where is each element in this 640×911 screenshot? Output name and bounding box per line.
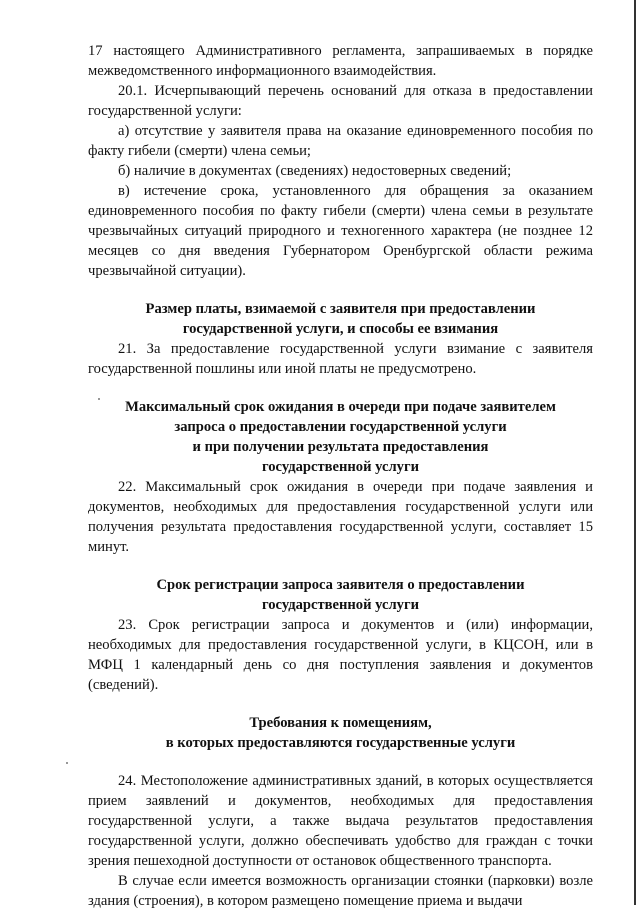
paragraph-24-parking: В случае если имеется возможность организации стоянки (парковки) возле здания (строения), в котором размещено помещение приема и выдачи	[88, 873, 593, 909]
heading-queue-line-4: государственной услуги	[261, 459, 420, 475]
paragraph-item-b: б) наличие в документах (сведениях) недостоверных сведений;	[118, 163, 512, 179]
paragraph-21: 21. За предоставление государственной услуги взимание с заявителя государственной пошлины или иной платы не предусмотрено.	[88, 341, 593, 377]
heading-premises-line-1: Требования к помещениям,	[249, 715, 432, 731]
heading-fee-line-2: государственной услуги, и способы ее взимания	[182, 321, 499, 337]
scan-edge-line	[634, 0, 636, 905]
heading-premises-line-2: в которых предоставляются государственные услуги	[165, 735, 516, 751]
heading-queue-line-1: Максимальный срок ожидания в очереди при подаче заявителем	[125, 399, 556, 415]
paragraph-20-1: 20.1. Исчерпывающий перечень оснований для отказа в предоставлении государственной услуги:	[88, 83, 593, 119]
paragraph-item-a: а) отсутствие у заявителя права на оказание единовременного пособия по факту гибели (смерти) члена семьи;	[88, 123, 593, 159]
heading-registration-line-2: государственной услуги	[261, 597, 420, 613]
paragraph-22: 22. Максимальный срок ожидания в очереди при подаче заявления и документов, необходимых для предоставления государственной услуги или получения результата предоставления государственной услуги, составляет 15 минут.	[88, 479, 593, 555]
heading-queue-line-2: запроса о предоставлении государственной услуги	[174, 419, 507, 435]
scan-speck	[98, 398, 100, 400]
paragraph-continuation: 17 настоящего Административного регламента, запрашиваемых в порядке межведомственного информационного взаимодействия.	[88, 43, 593, 79]
paragraph-item-v: в) истечение срока, установленного для обращения за оказанием единовременного пособия по факту гибели (смерти) члена семьи в результате чрезвычайных ситуаций природного и техногенного характера (не позднее 12 месяцев со дня введения Губернатором Оренбургской области режима чрезвычайной ситуации).	[88, 183, 593, 279]
heading-queue-line-3: и при получении результата предоставления	[192, 439, 489, 455]
heading-registration-line-1: Срок регистрации запроса заявителя о предоставлении	[156, 577, 525, 593]
heading-fee-line-1: Размер платы, взимаемой с заявителя при предоставлении	[145, 301, 536, 317]
paragraph-23: 23. Срок регистрации запроса и документов и (или) информации, необходимых для предоставления государственной услуги, в КЦСОН, или в МФЦ 1 календарный день со дня поступления заявления и документов (сведений).	[88, 617, 593, 693]
scan-speck	[66, 762, 68, 764]
document-body	[88, 41, 593, 911]
paragraph-24: 24. Местоположение административных зданий, в которых осуществляется прием заявлений и документов, необходимых для предоставления государственной услуги, а также выдача результатов предоставления государственной услуги, должно обеспечивать удобство для граждан с точки зрения пешеходной доступности от остановок общественного транспорта.	[88, 773, 593, 869]
